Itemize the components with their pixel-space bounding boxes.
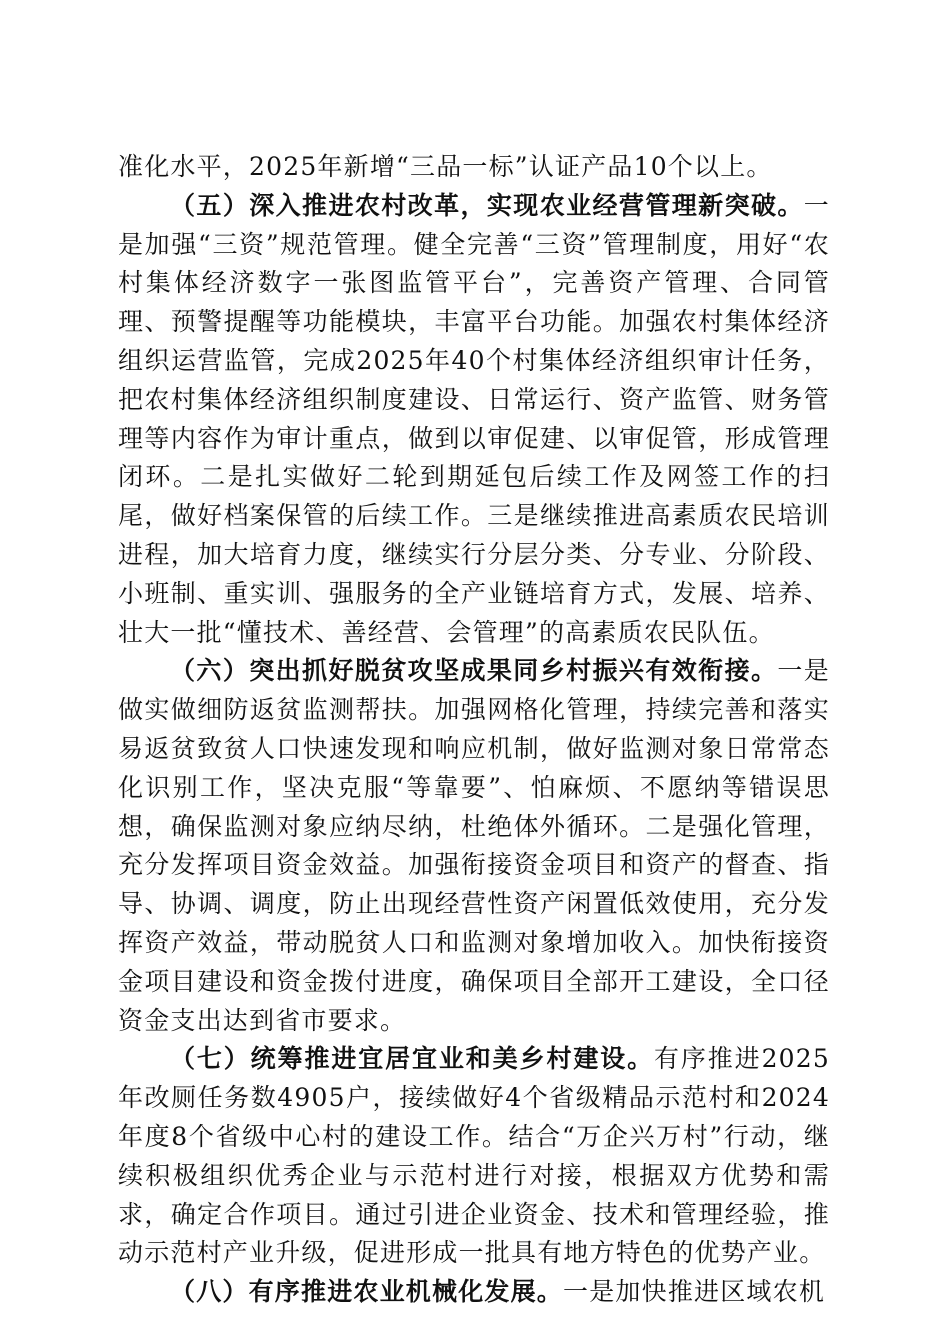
paragraph-rural-reform xyxy=(118,187,830,653)
document-body xyxy=(118,148,830,1312)
section-heading-8: （八）有序推进农业机械化发展。 xyxy=(170,1277,564,1307)
section-heading-5: （五）深入推进农村改革，实现农业经营管理新突破。 xyxy=(170,190,804,220)
paragraph-body: 一是加快推进区域农机 xyxy=(563,1277,826,1307)
paragraph-body: 有序推进2025年改厕任务数4905户，接续做好4个省级精品示范村和2024年度8个省级中心村的建设工作。结合“万企兴万村”行动，继续积极组织优秀企业与示范村进行对接，根据双方优势和需求，确定合作项目。通过引进企业资金、技术和管理经验，推动示范村产业升级，促进形成一批具有地方特色的优势产业。 xyxy=(118,1044,830,1268)
paragraph-body: 一是做实做细防返贫监测帮扶。加强网格化管理，持续完善和落实易返贫致贫人口快速发现和响应机制，做好监测对象日常常态化识别工作，坚决克服“等靠要”、怕麻烦、不愿纳等错误思想，确保监测对象应纳尽纳，杜绝体外循环。二是强化管理，充分发挥项目资金效益。加强衔接资金项目和资产的督查、指导、协调、调度，防止出现经营性资产闲置低效使用，充分发挥资产效益，带动脱贫人口和监测对象增加收入。加快衔接资金项目建设和资金拨付进度，确保项目全部开工建设，全口径资金支出达到省市要求。 xyxy=(118,656,830,1035)
paragraph-continuation: 准化水平，2025年新增“三品一标”认证产品10个以上。 xyxy=(118,152,773,181)
paragraph-body: 一是加强“三资”规范管理。健全完善“三资”管理制度，用好“农村集体经济数字一张图监管平台”，完善资产管理、合同管理、预警提醒等功能模块，丰富平台功能。加强农村集体经济组织运营监管，完成2025年40个村集体经济组织审计任务，把农村集体经济组织制度建设、日常运行、资产监管、财务管理等内容作为审计重点，做到以审促建、以审促管，形成管理闭环。二是扎实做好二轮到期延包后续工作及网签工作的扫尾，做好档案保管的后续工作。三是继续推进高素质农民培训进程，加大培育力度，继续实行分层分类、分专业、分阶段、小班制、重实训、强服务的全产业链培育方式，发展、培养、壮大一批“懂技术、善经营、会管理”的高素质农民队伍。 xyxy=(118,190,830,647)
section-heading-6: （六）突出抓好脱贫攻坚成果同乡村振兴有效衔接。 xyxy=(170,656,778,686)
section-heading-7: （七）统筹推进宜居宜业和美乡村建设。 xyxy=(170,1044,655,1074)
paragraph-village-construction xyxy=(118,1040,830,1273)
paragraph-mechanization xyxy=(118,1273,830,1312)
paragraph-poverty-alleviation xyxy=(118,652,830,1040)
